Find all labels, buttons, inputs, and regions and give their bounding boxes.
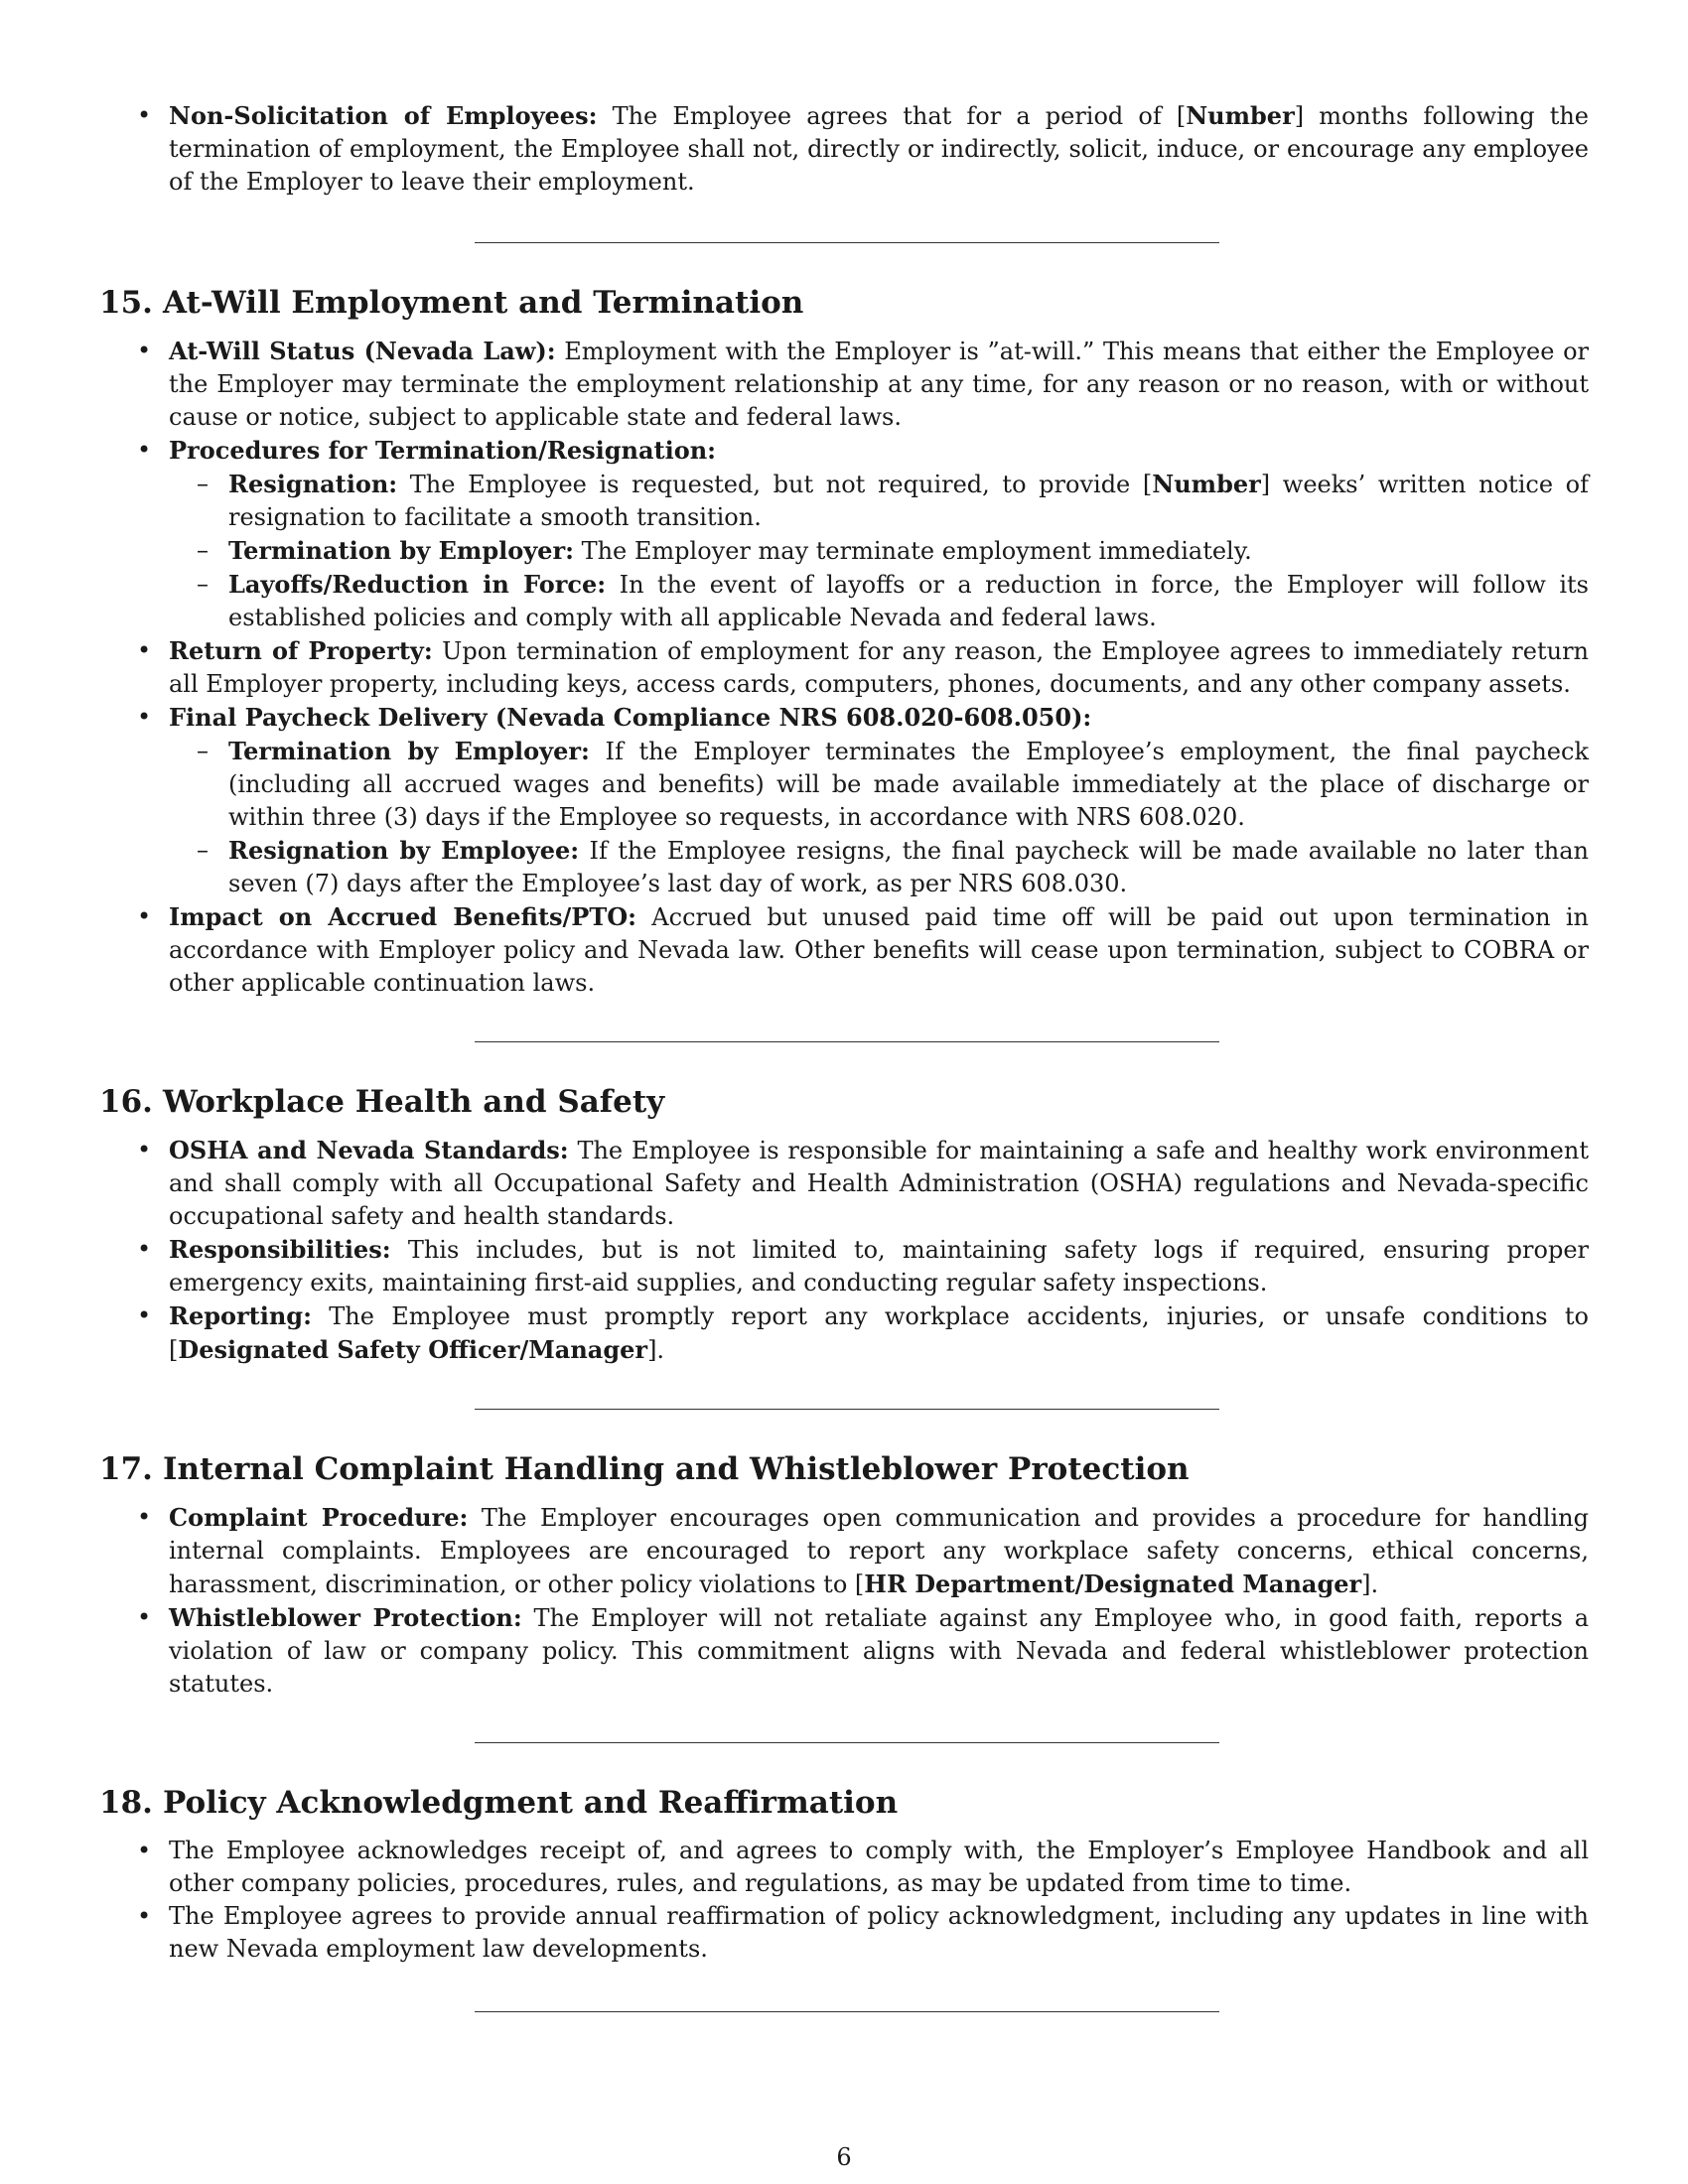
item-label: Non-Solicitation of Employees: — [169, 101, 598, 130]
placeholder-text: Number — [1186, 101, 1295, 130]
section-divider — [99, 242, 1589, 243]
item-text: This includes, but is not limited to, maintaining safety logs if required, ensuring proper emergency exits, maintaining first-aid supplies, and conducting regular safety inspections. — [169, 1236, 1589, 1297]
item-text: The Employee is requested, but not required, to provide [ — [397, 471, 1153, 498]
section-title: Internal Complaint Handling and Whistleblower Protection — [163, 1451, 1190, 1487]
item-text: ]. — [1361, 1570, 1379, 1598]
section-16-heading — [99, 1082, 1589, 1122]
section-15-list — [99, 335, 1589, 1000]
item-label: Termination by Employer: — [228, 536, 574, 565]
section-18-heading — [99, 1783, 1589, 1823]
item-label: Final Paycheck Delivery (Nevada Compliance NRS 608.020-608.050): — [169, 703, 1092, 732]
item-text: Employment with the Employer is ”at-will.” This means that either the Employee or the Employer may terminate the employment relationship at any time, for any reason or no reason, with or without cause or notice, subject to applicable state and federal laws. — [169, 338, 1589, 431]
section-title: Policy Acknowledgment and Reaffirmation — [163, 1785, 899, 1821]
item-label: Reporting: — [169, 1301, 312, 1330]
item-label: Responsibilities: — [169, 1235, 391, 1264]
section-number: 15. — [99, 285, 153, 321]
sublist-item-layoffs — [169, 568, 1589, 634]
sublist-item-pay-resignation — [169, 834, 1589, 900]
intro-list — [99, 99, 1589, 199]
section-16-list — [99, 1134, 1589, 1367]
list-item-accrued-benefits — [99, 900, 1589, 1000]
item-text: Upon termination of employment for any reason, the Employee agrees to immediately return all Employer property, including keys, access cards, computers, phones, documents, and any other company assets. — [169, 637, 1590, 698]
item-text: The Employee agrees that for a period of [ — [597, 102, 1187, 130]
list-item-at-will — [99, 335, 1589, 434]
item-text: The Employee is responsible for maintaining a safe and healthy work environment and shall comply with all Occupational Safety and Health Administration (OSHA) regulations and Nevada-specific occupational safety and health standards. — [169, 1137, 1589, 1230]
sublist-item-termination-by-employer — [169, 534, 1589, 568]
item-label: Procedures for Termination/Resignation: — [169, 436, 717, 465]
item-label: At-Will Status (Nevada Law): — [169, 337, 556, 365]
item-label: OSHA and Nevada Standards: — [169, 1136, 569, 1164]
item-text: The Employee acknowledges receipt of, and agrees to comply with, the Employer’s Employee Handbook and all other company policies, procedures, rules, and regulations, as may be updated from time to time. — [169, 1837, 1589, 1897]
section-title: At-Will Employment and Termination — [163, 285, 804, 321]
item-label: Impact on Accrued Benefits/PTO: — [169, 902, 636, 931]
list-item-final-paycheck — [99, 701, 1589, 900]
intro-section — [99, 99, 1589, 199]
placeholder-text: HR Department/Designated Manager — [864, 1570, 1362, 1598]
section-divider — [99, 2011, 1589, 2012]
item-text: The Employer may terminate employment immediately. — [573, 537, 1252, 565]
section-number: 18. — [99, 1785, 153, 1821]
item-text: The Employer encourages open communication and provides a procedure for handling internal complaints. Employees are encouraged to report any workplace safety concerns, ethical concerns, harassment, discrimination, or other policy violations to [ — [169, 1504, 1590, 1598]
list-item-responsibilities — [99, 1233, 1589, 1299]
sublist-item-pay-termination — [169, 735, 1589, 834]
item-label: Resignation by Employee: — [228, 836, 580, 865]
item-text: ] months following the termination of employment, the Employee shall not, directly or indirectly, solicit, induce, or encourage any employee of the Employer to leave their employment. — [169, 102, 1590, 196]
item-text: The Employee must promptly report any workplace accidents, injuries, or unsafe conditions to [ — [169, 1302, 1589, 1364]
list-item-osha — [99, 1134, 1589, 1233]
item-text: In the event of layoffs or a reduction in force, the Employer will follow its established policies and comply with all applicable Nevada and federal laws. — [228, 571, 1589, 631]
section-divider — [99, 1409, 1589, 1410]
item-label: Termination by Employer: — [228, 737, 590, 765]
item-label: Return of Property: — [169, 636, 433, 665]
item-label: Layoffs/Reduction in Force: — [228, 570, 607, 599]
item-text: ] weeks’ written notice of resignation to facilitate a smooth transition. — [228, 471, 1589, 531]
placeholder-text: Number — [1152, 470, 1261, 498]
item-text: The Employer will not retaliate against any Employee who, in good faith, reports a violation of law or company policy. This commitment aligns with Nevada and federal whistleblower protection statutes. — [169, 1604, 1589, 1698]
placeholder-text: Designated Safety Officer/Manager — [178, 1335, 648, 1364]
section-number: 16. — [99, 1084, 153, 1120]
item-text: Accrued but unused paid time off will be paid out upon termination in accordance with Employer policy and Nevada law. Other benefits will cease upon termination, subject to COBRA or other applicable continuation laws. — [169, 903, 1589, 997]
item-text: If the Employee resigns, the final paycheck will be made available no later than seven (7) days after the Employee’s last day of work, as per NRS 608.030. — [228, 837, 1589, 897]
list-item-procedures — [99, 434, 1589, 634]
list-item-non-solicitation — [99, 99, 1589, 199]
paycheck-sublist — [169, 735, 1589, 900]
item-text: ]. — [647, 1336, 665, 1364]
section-divider — [99, 1742, 1589, 1743]
sublist-item-resignation — [169, 468, 1589, 534]
list-item-annual-reaffirmation — [99, 1900, 1589, 1966]
item-label: Resignation: — [228, 470, 398, 498]
item-label: Whistleblower Protection: — [169, 1603, 522, 1632]
item-text: The Employee agrees to provide annual reaffirmation of policy acknowledgment, including any updates in line with new Nevada employment law developments. — [169, 1902, 1589, 1963]
list-item-handbook-ack — [99, 1835, 1589, 1900]
section-17-list — [99, 1501, 1589, 1701]
list-item-reporting — [99, 1299, 1589, 1367]
list-item-whistleblower — [99, 1601, 1589, 1701]
page-number: 6 — [836, 2143, 852, 2171]
procedures-sublist — [169, 468, 1589, 634]
section-title: Workplace Health and Safety — [163, 1084, 665, 1120]
document-page — [99, 99, 1589, 2012]
section-18-list — [99, 1835, 1589, 1966]
item-text: If the Employer terminates the Employee’s employment, the final paycheck (including all accrued wages and benefits) will be made available immediately at the place of discharge or within three (3) days if the Employee so requests, in accordance with NRS 608.020. — [228, 738, 1589, 831]
list-item-return-of-property — [99, 634, 1589, 701]
item-label: Complaint Procedure: — [169, 1503, 469, 1532]
section-divider — [99, 1041, 1589, 1042]
section-17-heading — [99, 1449, 1589, 1489]
section-number: 17. — [99, 1451, 153, 1487]
list-item-complaint-procedure — [99, 1501, 1589, 1601]
section-15-heading — [99, 283, 1589, 323]
